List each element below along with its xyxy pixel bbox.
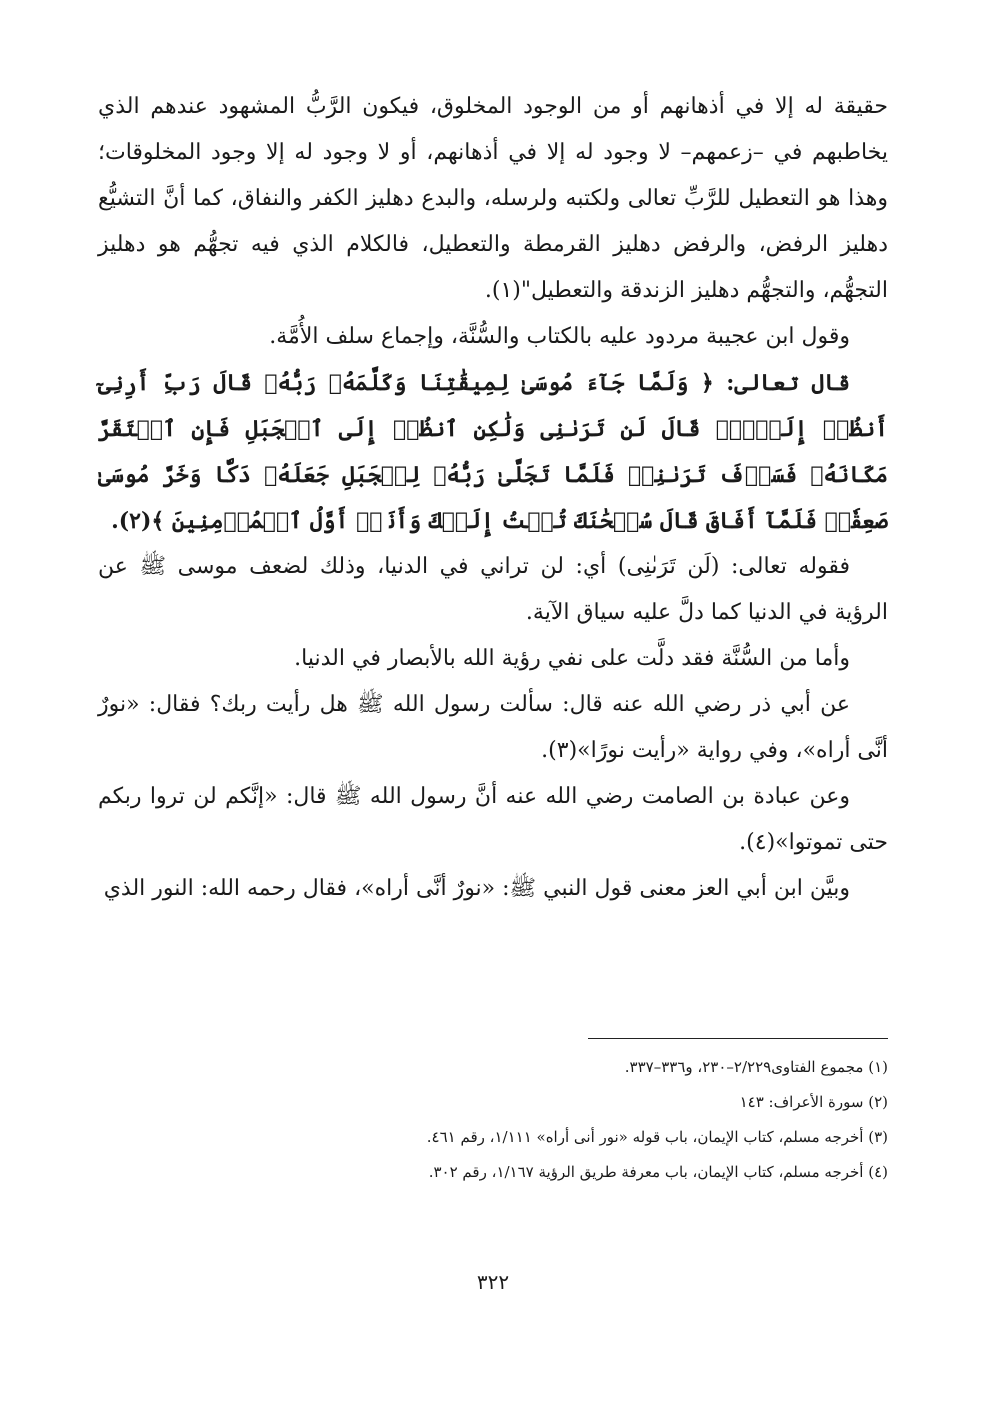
footnote-4: (٤) أخرجه مسلم، كتاب الإيمان، باب معرفة طريق الرؤية ١/١٦٧، رقم ٣٠٢.	[428, 1163, 888, 1181]
page-number: ٣٢٢	[476, 1270, 510, 1294]
footnote-3: (٣) أخرجه مسلم، كتاب الإيمان، باب قوله «نور أنى أراه» ١/١١١، رقم ٤٦١.	[426, 1128, 888, 1146]
quran-verse-paragraph: قال تعالى: ﴿ وَلَمَّا جَآءَ مُوسَىٰ لِمِيقَٰتِنَا وَكَلَّمَهُۥ رَبُّهُۥ قَالَ رَبِّ أَرِنِىٓ أَنظُرۡ إِلَيۡكَۚ قَالَ لَن تَرَىٰنِى وَلَٰكِنِ ٱنظُرۡ إِلَى ٱلۡجَبَلِ فَإِنِ ٱسۡتَقَرَّ مَكَانَهُۥ فَسَوۡفَ تَرَىٰنِىۚ فَلَمَّا تَجَلَّىٰ رَبُّهُۥ لِلۡجَبَلِ جَعَلَهُۥ دَكّٗا وَخَرَّ مُوسَىٰ صَعِقٗاۚ فَلَمَّآ أَفَاقَ قَالَ سُبۡحَٰنَكَ تُبۡتُ إِلَيۡكَ وَأَنَا۠ أَوَّلُ ٱلۡمُؤۡمِنِينَ ﴾(٢).	[98, 370, 888, 534]
footnote-2: (٢) سورة الأعراف: ١٤٣	[739, 1093, 888, 1111]
paragraph-4: فقوله تعالى: (لَن تَرَىٰنِى) أي: لن تراني في الدنيا، وذلك لضعف موسى ﷺ عن الرؤية في الدنيا كما دلَّ عليه سياق الآية.	[98, 554, 888, 625]
hadith-ubadah: وعن عبادة بن الصامت رضي الله عنه أنَّ رسول الله ﷺ قال: «إنَّكم لن تروا ربكم حتى تموتوا»(٤).	[98, 784, 888, 855]
paragraph-8: وبيَّن ابن أبي العز معنى قول النبي ﷺ: «نورٌ أنَّى أراه»، فقال رحمه الله: النور الذي	[103, 876, 850, 901]
paragraph-1: حقيقة له إلا في أذهانهم أو من الوجود المخلوق، فيكون الرَّبُّ المشهود عندهم الذي يخاطبهم في –زعمهم– لا وجود له إلا في أذهانهم، أو لا وجود له إلا وجود المخلوقات؛ وهذا هو التعطيل للرَّبِّ تعالى ولكتبه ولرسله، والبدع دهليز الكفر والنفاق، كما أنَّ التشيُّع دهليز الرفض، والرفض دهليز القرمطة والتعطيل، فالكلام الذي فيه تجهُّم هو دهليز التجهُّم، والتجهُّم دهليز الزندقة والتعطيل"(١).	[98, 94, 888, 303]
hadith-abu-dharr: عن أبي ذر رضي الله عنه قال: سألت رسول الله ﷺ هل رأيت ربك؟ فقال: «نورٌ أنَّى أراه»، وفي رواية «رأيت نورًا»(٣).	[98, 692, 888, 763]
page-content	[98, 84, 888, 1294]
footnotes-list	[98, 1050, 888, 1190]
paragraph-5: وأما من السُّنَّة فقد دلَّت على نفي رؤية الله بالأبصار في الدنيا.	[294, 646, 850, 671]
paragraph-2: وقول ابن عجيبة مردود عليه بالكتاب والسُّنَّة، وإجماع سلف الأُمَّة.	[269, 324, 850, 349]
footnote-1: (١) مجموع الفتاوى٢/٢٢٩–٢٣٠، و٣٣٦–٣٣٧.	[624, 1058, 888, 1076]
footnote-divider	[588, 1038, 888, 1039]
